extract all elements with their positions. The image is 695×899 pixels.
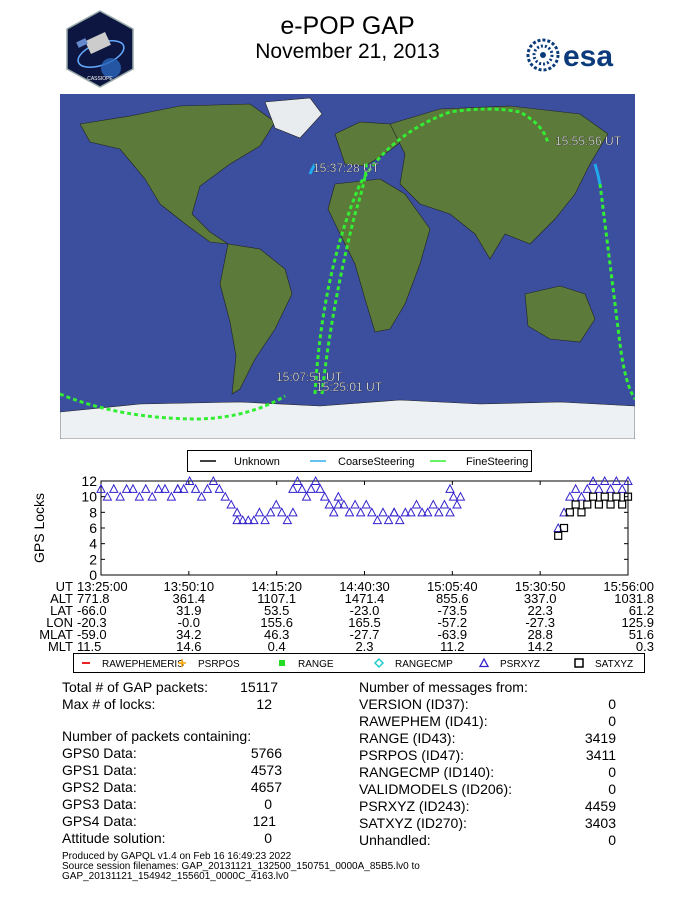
msg-psrpos-value: 3411 xyxy=(585,747,616,763)
y-tick-label: 2 xyxy=(89,551,97,568)
attitude-value: 0 xyxy=(264,830,272,846)
msg-rangecmp-value: 0 xyxy=(608,764,616,780)
orbit-cell: 165.5 xyxy=(348,615,381,630)
orbit-cell: 2.3 xyxy=(355,639,374,654)
y-tick-label: 6 xyxy=(89,520,97,536)
orbit-cell: -23.0 xyxy=(349,603,380,618)
orbit-row-label: LAT xyxy=(50,603,73,618)
world-map xyxy=(60,94,635,439)
msg-unhandled-label: Unhandled: xyxy=(359,832,431,848)
msg-unhandled-value: 0 xyxy=(608,832,616,848)
msg-psrxyz-label: PSRXYZ (ID243): xyxy=(359,798,470,814)
orbit-cell: 14:40:30 xyxy=(339,579,390,594)
y-tick-label: 0 xyxy=(89,567,97,583)
orbit-cell: -63.9 xyxy=(437,627,468,642)
orbit-row-label: ALT xyxy=(50,591,73,606)
msg-satxyz-value: 3403 xyxy=(584,815,616,831)
steering-legend xyxy=(187,450,532,472)
orbit-cell: 31.9 xyxy=(176,603,202,618)
legend-satxyz-marker xyxy=(575,659,583,667)
gps2-value: 4657 xyxy=(250,779,282,795)
msg-psrpos-label: PSRPOS (ID47): xyxy=(359,747,465,763)
orbit-row-label: UT xyxy=(55,579,73,594)
msg-validmodels-label: VALIDMODELS (ID206): xyxy=(359,781,513,797)
orbit-cell: 15:30:50 xyxy=(514,579,566,594)
legend-range-marker xyxy=(279,660,285,666)
orbit-table xyxy=(39,579,654,654)
legend-rawephemeris: RAWEPHEMERIS xyxy=(102,659,184,670)
orbit-cell: -73.5 xyxy=(437,603,468,618)
msg-validmodels-value: 0 xyxy=(608,781,616,797)
orbit-cell: 51.6 xyxy=(628,627,654,642)
max-locks-value: 12 xyxy=(256,696,272,712)
legend-unknown: Unknown xyxy=(234,456,280,468)
packets-containing-title: Number of packets containing: xyxy=(62,728,252,744)
orbit-cell: 11.2 xyxy=(440,639,465,654)
y-tick-label: 8 xyxy=(89,504,97,521)
map-label-1: 15:37:28 UT xyxy=(313,161,380,175)
gps4-value: 121 xyxy=(252,813,276,829)
gps3-value: 0 xyxy=(264,796,272,812)
gps0-label: GPS0 Data: xyxy=(62,745,137,761)
gps-locks-chart xyxy=(0,476,695,681)
orbit-cell: 1107.1 xyxy=(257,591,297,606)
footer-source-line2: GAP_20131121_154942_155601_0000C_4163.lv0 xyxy=(62,871,289,882)
legend-fine: FineSteering xyxy=(466,456,529,468)
gps1-label: GPS1 Data: xyxy=(62,762,137,778)
map-label-4: 15:25:01 UT xyxy=(316,380,383,394)
orbit-cell: -59.0 xyxy=(77,627,107,642)
orbit-cell: 15:56:00 xyxy=(603,579,654,594)
orbit-cell: 155.6 xyxy=(260,615,293,630)
gps2-label: GPS2 Data: xyxy=(62,779,137,795)
plot-frame xyxy=(101,481,628,575)
legend-satxyz: SATXYZ xyxy=(595,659,634,670)
orbit-cell: 855.6 xyxy=(436,591,469,606)
esa-logo-text: esa xyxy=(563,40,614,73)
antarctica xyxy=(60,400,635,439)
orbit-cell: 22.3 xyxy=(527,603,553,618)
mission-logo-text: CASSIOPE xyxy=(87,76,113,82)
y-tick-label: 12 xyxy=(81,476,97,489)
msg-range-value: 3419 xyxy=(584,730,616,746)
msg-range-label: RANGE (ID43): xyxy=(359,730,456,746)
legend-rangecmp: RANGECMP xyxy=(395,659,453,670)
page-date: November 21, 2013 xyxy=(255,40,440,63)
legend-psrxyz: PSRXYZ xyxy=(500,659,541,670)
page-title: e-POP GAP xyxy=(280,12,415,40)
orbit-cell: -66.0 xyxy=(77,603,107,618)
orbit-row-label: MLT xyxy=(47,639,73,654)
footer-produced-by: Produced by GAPQL v1.4 on Feb 16 16:49:23 2022 xyxy=(62,851,292,862)
legend-psrpos: PSRPOS xyxy=(198,659,240,670)
orbit-cell: 15:05:40 xyxy=(427,579,478,594)
orbit-cell: -20.3 xyxy=(77,615,107,630)
footer-source-line1: Source session filenames: GAP_20131121_132500_150751_0000A_85B5.lv0 to xyxy=(62,861,420,872)
attitude-label: Attitude solution: xyxy=(62,830,166,846)
orbit-cell: -27.3 xyxy=(525,615,555,630)
gps1-value: 4573 xyxy=(250,762,282,778)
msg-psrxyz-value: 4459 xyxy=(584,798,616,814)
y-tick-label: 4 xyxy=(89,535,97,552)
gps3-label: GPS3 Data: xyxy=(62,796,137,812)
orbit-row-label: LON xyxy=(46,615,73,630)
max-locks-label: Max # of locks: xyxy=(62,696,156,712)
orbit-row-label: MLAT xyxy=(39,627,73,642)
message-legend xyxy=(73,653,645,673)
orbit-cell: 13:50:10 xyxy=(163,579,215,594)
orbit-cell: 53.5 xyxy=(264,603,290,618)
total-packets-value: 15117 xyxy=(240,679,278,695)
orbit-cell: 125.9 xyxy=(621,615,654,630)
orbit-cell: 14:15:20 xyxy=(251,579,302,594)
orbit-cell: -27.7 xyxy=(349,627,380,642)
orbit-cell: -57.2 xyxy=(437,615,468,630)
orbit-cell: 1471.4 xyxy=(344,591,385,606)
legend-coarse: CoarseSteering xyxy=(338,456,415,468)
orbit-cell: 14.2 xyxy=(527,639,553,654)
map-label-3: 15:07:51 UT xyxy=(276,370,343,384)
orbit-cell: 28.8 xyxy=(527,627,553,642)
gps4-label: GPS4 Data: xyxy=(62,813,137,829)
orbit-cell: 14.6 xyxy=(176,639,202,654)
legend-psrxyz-marker xyxy=(480,659,488,667)
messages-title: Number of messages from: xyxy=(359,679,528,695)
orbit-cell: 361.4 xyxy=(172,591,206,606)
map-label-2: 15:55:56 UT xyxy=(555,134,622,148)
orbit-cell: 13:25:00 xyxy=(77,579,128,594)
msg-version-value: 0 xyxy=(608,696,616,712)
orbit-cell: 46.3 xyxy=(264,627,290,642)
esa-logo xyxy=(525,35,635,75)
msg-rawephem-value: 0 xyxy=(608,713,616,729)
orbit-cell: 1031.8 xyxy=(614,591,654,606)
orbit-cell: -0.0 xyxy=(177,615,201,630)
orbit-cell: 0.3 xyxy=(635,639,654,654)
gps0-value: 5766 xyxy=(250,745,282,761)
msg-satxyz-label: SATXYZ (ID270): xyxy=(359,815,467,831)
orbit-cell: 11.5 xyxy=(77,639,102,654)
orbit-cell: 0.4 xyxy=(267,639,286,654)
orbit-cell: 337.0 xyxy=(523,591,557,606)
orbit-cell: 61.2 xyxy=(628,603,654,618)
orbit-cell: 771.8 xyxy=(77,591,110,606)
legend-rangecmp-marker xyxy=(375,659,383,667)
msg-rawephem-label: RAWEPHEM (ID41): xyxy=(359,713,488,729)
y-axis-label: GPS Locks xyxy=(31,492,47,564)
legend-range: RANGE xyxy=(298,659,334,670)
y-tick-label: 10 xyxy=(81,488,97,505)
msg-version-label: VERSION (ID37): xyxy=(359,696,469,712)
mission-logo xyxy=(65,10,135,88)
orbit-cell: 34.2 xyxy=(176,627,202,642)
msg-rangecmp-label: RANGECMP (ID140): xyxy=(359,764,495,780)
total-packets-label: Total # of GAP packets: xyxy=(62,679,209,695)
